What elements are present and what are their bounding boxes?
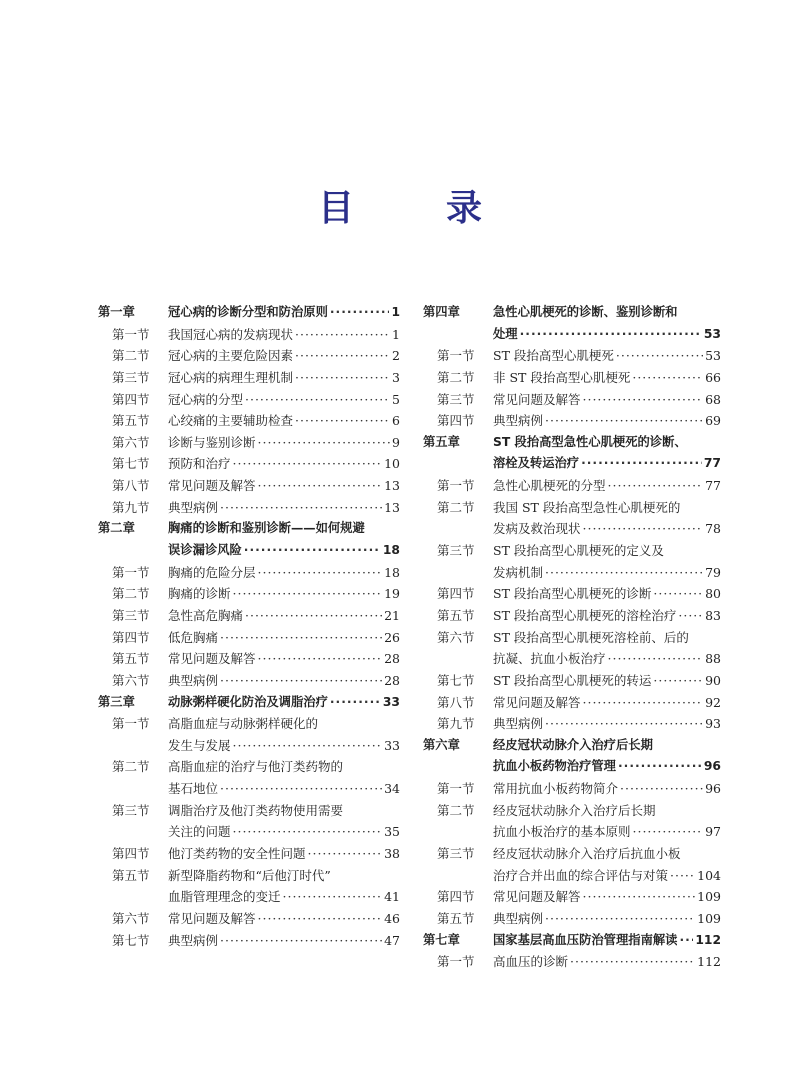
page-number: 97 [705, 824, 721, 840]
dot-leader [308, 843, 383, 865]
page-number: 28 [384, 672, 400, 688]
toc-chapter-row[interactable] [423, 756, 721, 778]
page-number: 13 [384, 499, 400, 515]
section-title: 冠心病的病理生理机制 [168, 369, 294, 385]
section-number: 第五节 [437, 910, 475, 926]
dot-leader [545, 713, 703, 735]
dot-leader [583, 692, 704, 714]
section-title: 新型降脂药物和“后他汀时代” [168, 867, 331, 883]
chapter-number: 第四章 [423, 305, 460, 319]
section-number: 第四节 [437, 586, 475, 602]
dot-leader [653, 670, 703, 692]
toc-section-row[interactable] [98, 800, 400, 822]
page-number: 1 [392, 326, 400, 342]
page-number: 96 [705, 781, 721, 797]
section-title: ST 段抬高型心肌梗死的诊断 [493, 586, 652, 602]
section-number: 第三节 [437, 391, 475, 407]
toc-section-row[interactable] [98, 389, 400, 411]
section-title: 经皮冠状动脉介入治疗后长期 [493, 802, 656, 818]
toc-section-row[interactable] [98, 670, 400, 692]
section-title: 关注的问题 [168, 824, 231, 840]
toc-section-row[interactable] [423, 627, 721, 649]
page-number: 28 [384, 651, 400, 667]
page-number: 88 [705, 651, 721, 667]
dot-leader [258, 648, 383, 670]
section-title: 典型病例 [493, 716, 544, 732]
toc-section-row[interactable] [423, 778, 721, 800]
toc-section-row[interactable] [98, 648, 400, 670]
section-number: 第一节 [112, 716, 150, 732]
page-number: 34 [384, 781, 400, 797]
toc-section-row[interactable] [423, 605, 721, 627]
page-number: 93 [705, 716, 721, 732]
page-number: 77 [705, 478, 721, 494]
section-title: 发病机制 [493, 564, 544, 580]
section-number: 第七节 [112, 456, 150, 472]
dot-leader [520, 324, 702, 346]
section-number: 第四节 [112, 391, 150, 407]
page-number: 3 [392, 369, 400, 385]
page-number: 104 [697, 867, 721, 883]
toc-chapter-row[interactable] [423, 453, 721, 475]
section-title: 低危胸痛 [168, 629, 219, 645]
toc-section-row[interactable] [98, 778, 400, 800]
toc-section-row[interactable] [98, 497, 400, 519]
section-number: 第五节 [112, 413, 150, 429]
section-number: 第六节 [112, 672, 150, 688]
section-title: 发病及救治现状 [493, 521, 581, 537]
section-title: 发生与发展 [168, 737, 231, 753]
toc-section-row[interactable] [98, 605, 400, 627]
toc-section-row[interactable] [423, 475, 721, 497]
dot-leader [581, 453, 702, 475]
toc-section-row[interactable] [423, 821, 721, 843]
section-title: 急性高危胸痛 [168, 607, 244, 623]
toc-right-column [423, 302, 721, 973]
page-number: 33 [382, 694, 400, 709]
toc-left-column [98, 302, 400, 951]
section-number: 第八节 [437, 694, 475, 710]
section-title: 常见问题及解答 [168, 651, 256, 667]
section-number: 第三节 [112, 369, 150, 385]
dot-leader [245, 605, 382, 627]
dot-leader [295, 410, 390, 432]
toc-chapter-row[interactable] [98, 692, 400, 714]
toc-section-row[interactable] [98, 583, 400, 605]
page-number: 18 [384, 564, 400, 580]
chapter-title: 误诊漏诊风险 [168, 543, 242, 558]
section-title: 常见问题及解答 [493, 391, 581, 407]
dot-leader [618, 756, 702, 778]
toc-section-row[interactable] [98, 756, 400, 778]
section-title: 冠心病的分型 [168, 391, 244, 407]
section-number: 第一节 [112, 326, 150, 342]
toc-section-row[interactable] [423, 497, 721, 519]
page-number: 33 [384, 737, 400, 753]
dot-leader [653, 583, 703, 605]
page-number: 18 [382, 543, 400, 558]
dot-leader [583, 389, 704, 411]
dot-leader [545, 410, 703, 432]
section-number: 第四节 [437, 413, 475, 429]
chapter-title: 经皮冠状动脉介入治疗后长期 [493, 737, 653, 752]
page-number: 53 [703, 326, 721, 341]
dot-leader [570, 951, 695, 973]
page-number: 9 [392, 434, 400, 450]
chapter-title: 急性心肌梗死的诊断、鉴别诊断和 [493, 305, 678, 319]
chapter-number: 第一章 [98, 305, 135, 319]
chapter-title: 动脉粥样硬化防治及调脂治疗 [168, 694, 328, 709]
dot-leader [233, 735, 383, 757]
section-title: 胸痛的诊断 [168, 586, 231, 602]
page-number: 109 [697, 910, 721, 926]
dot-leader [220, 778, 382, 800]
toc-section-row[interactable] [98, 713, 400, 735]
section-number: 第六节 [437, 629, 475, 645]
section-number: 第八节 [112, 478, 150, 494]
chapter-number: 第七章 [423, 932, 460, 947]
dot-leader [670, 865, 695, 887]
section-number: 第五节 [437, 607, 475, 623]
section-number: 第二节 [112, 759, 150, 775]
dot-leader [678, 605, 703, 627]
section-title: 常见问题及解答 [493, 694, 581, 710]
section-number: 第一节 [437, 954, 475, 970]
section-number: 第四节 [437, 889, 475, 905]
toc-section-row[interactable] [423, 951, 721, 973]
section-title: 常见问题及解答 [493, 889, 581, 905]
toc-section-row[interactable] [423, 800, 721, 822]
section-title: 高脂血症与动脉粥样硬化的 [168, 716, 319, 732]
chapter-title: 抗血小板药物治疗管理 [493, 759, 616, 774]
page-number: 1 [391, 305, 400, 319]
page-number: 90 [705, 672, 721, 688]
chapter-title: 胸痛的诊断和鉴别诊断——如何规避 [168, 521, 365, 536]
section-title: 调脂治疗及他汀类药物使用需要 [168, 802, 344, 818]
dot-leader [295, 367, 390, 389]
section-number: 第九节 [437, 716, 475, 732]
dot-leader [233, 821, 383, 843]
toc-section-row[interactable] [98, 886, 400, 908]
dot-leader [258, 475, 383, 497]
toc-chapter-row[interactable] [423, 324, 721, 346]
toc-section-row[interactable] [98, 453, 400, 475]
section-title: ST 段抬高型心肌梗死 [493, 348, 614, 364]
toc-section-row[interactable] [423, 865, 721, 887]
toc-section-row[interactable] [423, 345, 721, 367]
page-number: 5 [392, 391, 400, 407]
toc-chapter-row[interactable] [423, 930, 721, 952]
section-number: 第五节 [112, 867, 150, 883]
toc-section-row[interactable] [98, 367, 400, 389]
toc-section-row[interactable] [98, 562, 400, 584]
toc-section-row[interactable] [98, 324, 400, 346]
page-number: 46 [384, 910, 400, 926]
page-number: 6 [392, 413, 400, 429]
page-number: 83 [705, 607, 721, 623]
dot-leader [220, 627, 382, 649]
section-title: 预防和治疗 [168, 456, 231, 472]
chapter-number: 第六章 [423, 737, 460, 752]
dot-leader [220, 930, 382, 952]
section-title: 我国冠心病的发病现状 [168, 326, 294, 342]
dot-leader [244, 540, 381, 562]
page-number: 109 [697, 889, 721, 905]
toc-chapter-row[interactable] [423, 302, 721, 324]
page-number: 10 [384, 456, 400, 472]
section-number: 第六节 [112, 434, 150, 450]
toc-section-row[interactable] [98, 865, 400, 887]
section-number: 第三节 [112, 607, 150, 623]
section-title: 典型病例 [493, 910, 544, 926]
dot-leader [616, 345, 703, 367]
page-number: 96 [703, 759, 721, 774]
chapter-title: 国家基层高血压防治管理指南解读 [493, 932, 678, 947]
page-number: 92 [705, 694, 721, 710]
dot-leader [245, 389, 390, 411]
section-title: ST 段抬高型心肌梗死的溶栓治疗 [493, 607, 677, 623]
page-number: 78 [705, 521, 721, 537]
page-number: 13 [384, 478, 400, 494]
toc-section-row[interactable] [423, 562, 721, 584]
section-number: 第二节 [112, 348, 150, 364]
page-number: 79 [705, 564, 721, 580]
section-number: 第三节 [437, 846, 475, 862]
section-title: 常见问题及解答 [168, 478, 256, 494]
dot-leader [583, 886, 696, 908]
dot-leader [220, 497, 382, 519]
dot-leader [330, 302, 390, 324]
section-number: 第七节 [112, 932, 150, 948]
section-title: 冠心病的主要危险因素 [168, 348, 294, 364]
dot-leader [220, 670, 382, 692]
page-number: 80 [705, 586, 721, 602]
section-title: 典型病例 [168, 932, 219, 948]
dot-leader [679, 930, 693, 952]
page-number: 19 [384, 586, 400, 602]
section-number: 第九节 [112, 499, 150, 515]
section-title: ST 段抬高型心肌梗死的定义及 [493, 543, 664, 559]
dot-leader [633, 821, 704, 843]
section-number: 第五节 [112, 651, 150, 667]
page-number: 53 [705, 348, 721, 364]
page-number: 26 [384, 629, 400, 645]
toc-section-row[interactable] [423, 843, 721, 865]
toc-section-row[interactable] [423, 367, 721, 389]
dot-leader [283, 886, 383, 908]
section-title: ST 段抬高型心肌梗死的转运 [493, 672, 652, 688]
page-number: 112 [697, 954, 721, 970]
section-title: 典型病例 [168, 672, 219, 688]
toc-section-row[interactable] [423, 692, 721, 714]
dot-leader [608, 475, 704, 497]
section-title: 经皮冠状动脉介入治疗后抗血小板 [493, 846, 681, 862]
section-title: 抗血小板治疗的基本原则 [493, 824, 631, 840]
toc-section-row[interactable] [98, 930, 400, 952]
chapter-number: 第五章 [423, 434, 460, 449]
toc-section-row[interactable] [423, 670, 721, 692]
section-title: 胸痛的危险分层 [168, 564, 256, 580]
dot-leader [233, 453, 383, 475]
section-number: 第二节 [437, 499, 475, 515]
toc-section-row[interactable] [98, 432, 400, 454]
toc-section-row[interactable] [98, 843, 400, 865]
section-number: 第三节 [112, 802, 150, 818]
section-number: 第四节 [112, 629, 150, 645]
section-title: 他汀类药物的安全性问题 [168, 846, 306, 862]
page-number: 38 [384, 846, 400, 862]
dot-leader [583, 518, 704, 540]
section-title: ST 段抬高型心肌梗死溶栓前、后的 [493, 629, 689, 645]
chapter-title: 处理 [493, 326, 518, 341]
dot-leader [295, 324, 390, 346]
section-title: 非 ST 段抬高型心肌梗死 [493, 369, 631, 385]
dot-leader [545, 562, 703, 584]
section-number: 第七节 [437, 672, 475, 688]
toc-section-row[interactable] [98, 908, 400, 930]
toc-section-row[interactable] [98, 627, 400, 649]
chapter-number: 第三章 [98, 694, 135, 709]
dot-leader [545, 908, 695, 930]
toc-chapter-row[interactable] [98, 518, 400, 540]
toc-section-row[interactable] [98, 345, 400, 367]
section-title: 常见问题及解答 [168, 910, 256, 926]
section-number: 第一节 [112, 564, 150, 580]
chapter-number: 第二章 [98, 521, 135, 536]
section-title: 心绞痛的主要辅助检查 [168, 413, 294, 429]
page-number: 68 [705, 391, 721, 407]
toc-section-row[interactable] [423, 713, 721, 735]
toc-chapter-row[interactable] [98, 302, 400, 324]
page-title: 目 录 [317, 187, 510, 229]
section-number: 第二节 [437, 369, 475, 385]
section-number: 第四节 [112, 846, 150, 862]
section-number: 第一节 [437, 478, 475, 494]
dot-leader [233, 583, 383, 605]
toc-section-row[interactable] [423, 583, 721, 605]
toc-section-row[interactable] [423, 908, 721, 930]
dot-leader [295, 345, 390, 367]
page-number: 41 [384, 889, 400, 905]
toc-section-row[interactable] [423, 518, 721, 540]
toc-section-row[interactable] [423, 410, 721, 432]
toc-chapter-row[interactable] [423, 735, 721, 757]
section-title: 抗凝、抗血小板治疗 [493, 651, 606, 667]
section-title: 急性心肌梗死的分型 [493, 478, 606, 494]
section-title: 典型病例 [493, 413, 544, 429]
chapter-title: 溶栓及转运治疗 [493, 456, 580, 471]
dot-leader [620, 778, 703, 800]
toc-section-row[interactable] [423, 540, 721, 562]
page-number: 69 [705, 413, 721, 429]
toc-chapter-row[interactable] [423, 432, 721, 454]
toc-section-row[interactable] [423, 648, 721, 670]
toc-section-row[interactable] [423, 389, 721, 411]
dot-leader [632, 367, 703, 389]
page-number: 2 [392, 348, 400, 364]
toc-section-row[interactable] [98, 475, 400, 497]
section-title: 高脂血症的治疗与他汀类药物的 [168, 759, 344, 775]
section-title: 我国 ST 段抬高型急性心肌梗死的 [493, 499, 681, 515]
chapter-title: ST 段抬高型急性心肌梗死的诊断、 [493, 434, 687, 449]
dot-leader [258, 562, 383, 584]
section-number: 第二节 [112, 586, 150, 602]
toc-section-row[interactable] [98, 410, 400, 432]
section-number: 第一节 [437, 781, 475, 797]
toc-section-row[interactable] [98, 821, 400, 843]
page-number: 66 [705, 369, 721, 385]
page-number: 77 [703, 456, 721, 471]
section-title: 诊断与鉴别诊断 [168, 434, 256, 450]
section-number: 第六节 [112, 910, 150, 926]
section-title: 基石地位 [168, 781, 219, 797]
section-title: 典型病例 [168, 499, 219, 515]
page-number: 21 [384, 607, 400, 623]
dot-leader [258, 908, 383, 930]
section-title: 血脂管理理念的变迁 [168, 889, 281, 905]
section-number: 第三节 [437, 543, 475, 559]
dot-leader [608, 648, 704, 670]
toc-section-row[interactable] [423, 886, 721, 908]
toc-chapter-row[interactable] [98, 540, 400, 562]
page-number: 35 [384, 824, 400, 840]
section-title: 高血压的诊断 [493, 954, 569, 970]
section-title: 常用抗血小板药物简介 [493, 781, 619, 797]
page-number: 47 [384, 932, 400, 948]
toc-section-row[interactable] [98, 735, 400, 757]
dot-leader [330, 692, 381, 714]
section-number: 第二节 [437, 802, 475, 818]
section-title: 治疗合并出血的综合评估与对策 [493, 867, 669, 883]
chapter-title: 冠心病的诊断分型和防治原则 [168, 305, 328, 319]
dot-leader [258, 432, 391, 454]
section-number: 第一节 [437, 348, 475, 364]
page-number: 112 [695, 932, 721, 947]
